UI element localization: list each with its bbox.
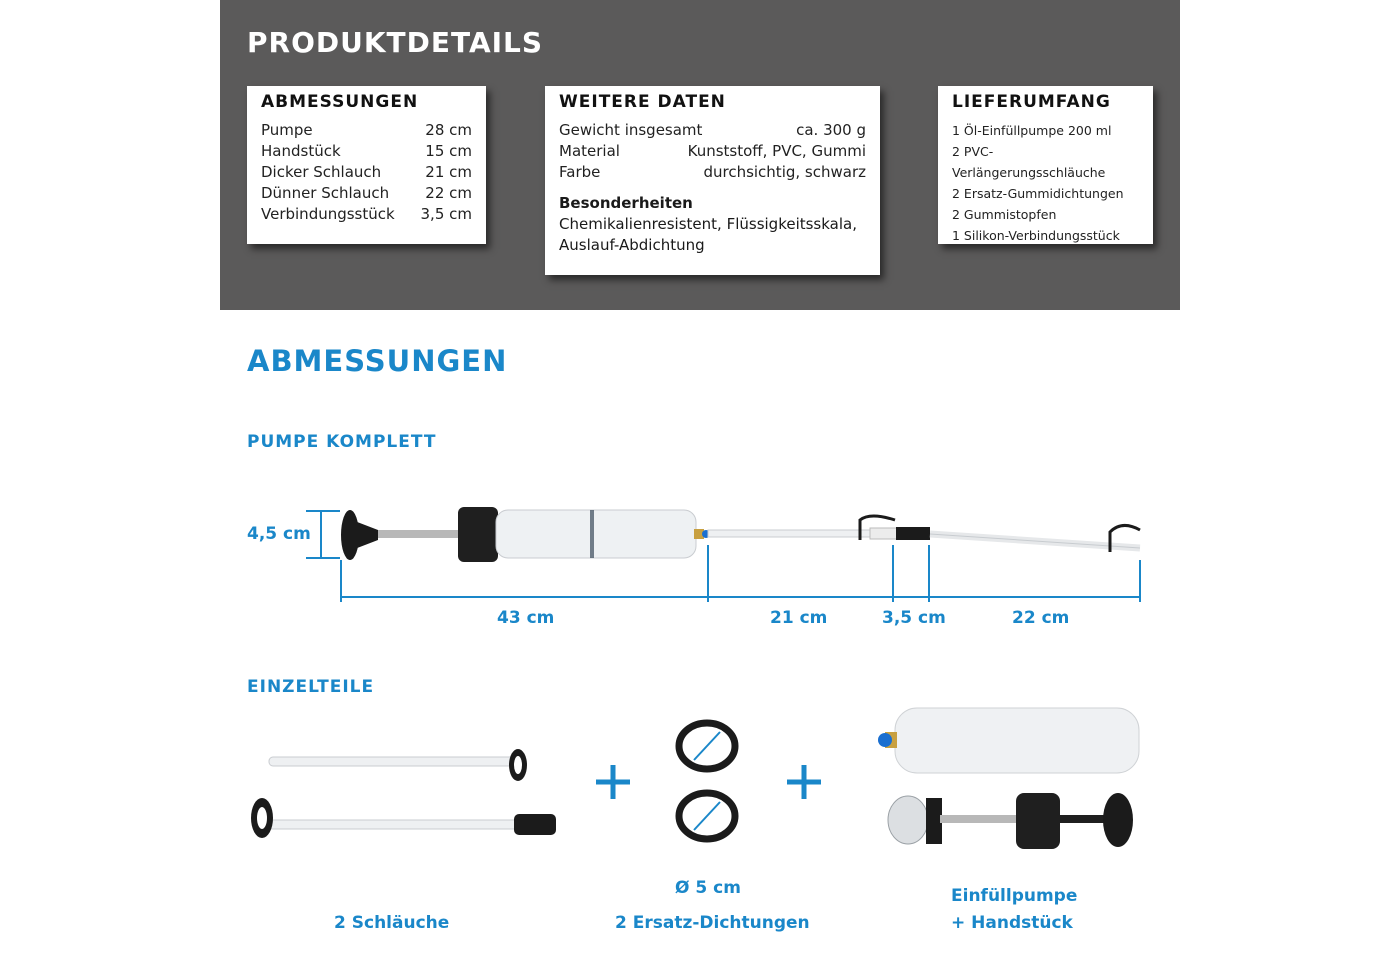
height-label: 4,5 cm bbox=[247, 524, 311, 544]
dimension-row: Handstück 15 cm bbox=[261, 142, 472, 160]
pump-label-line2: + Handstück bbox=[951, 913, 1073, 933]
pump-label-line1: Einfüllpumpe bbox=[951, 886, 1078, 906]
list-item: 2 PVC-Verlängerungsschläuche bbox=[952, 144, 1106, 180]
dimension-row: Dünner Schlauch 22 cm bbox=[261, 184, 472, 202]
special-line: Auslauf-Abdichtung bbox=[559, 236, 705, 254]
dimension-label: 3,5 cm bbox=[882, 608, 946, 628]
special-line: Chemikalienresistent, Flüssigkeitsskala, bbox=[559, 215, 857, 233]
data-row: Gewicht insgesamt ca. 300 g bbox=[559, 121, 866, 139]
data-row: Farbe durchsichtig, schwarz bbox=[559, 163, 866, 181]
dimension-row: Verbindungsstück 3,5 cm bbox=[261, 205, 472, 223]
dimension-label: 21 cm bbox=[770, 608, 828, 628]
seal-diameter-label: Ø 5 cm bbox=[675, 878, 741, 898]
section-title: ABMESSUNGEN bbox=[247, 344, 508, 378]
subsection-title-parts: EINZELTEILE bbox=[247, 677, 375, 697]
hoses-label: 2 Schläuche bbox=[334, 913, 450, 933]
subsection-title-complete: PUMPE KOMPLETT bbox=[247, 432, 437, 452]
dimension-row: Pumpe 28 cm bbox=[261, 121, 472, 139]
list-item: 1 Öl-Einfüllpumpe 200 ml bbox=[952, 123, 1112, 138]
dimension-row: Dicker Schlauch 21 cm bbox=[261, 163, 472, 181]
pump-parts-image bbox=[878, 708, 1139, 849]
pump-complete-image bbox=[341, 507, 1140, 562]
dimension-label: 22 cm bbox=[1012, 608, 1070, 628]
dimension-label: 43 cm bbox=[497, 608, 555, 628]
panel-title: PRODUKTDETAILS bbox=[247, 26, 544, 59]
data-row: Material Kunststoff, PVC, Gummi bbox=[559, 142, 866, 160]
hoses-image bbox=[251, 749, 556, 838]
card-title: WEITERE DATEN bbox=[559, 92, 726, 112]
dimension-lines bbox=[306, 511, 1140, 602]
seals-label: 2 Ersatz-Dichtungen bbox=[615, 913, 810, 933]
seal-rings-image bbox=[679, 723, 735, 839]
list-item: 2 Gummistopfen bbox=[952, 207, 1057, 222]
card-title: ABMESSUNGEN bbox=[261, 92, 419, 112]
card-title: LIEFERUMFANG bbox=[952, 92, 1111, 112]
special-title: Besonderheiten bbox=[559, 194, 693, 212]
list-item: 2 Ersatz-Gummidichtungen bbox=[952, 186, 1124, 201]
list-item: 1 Silikon-Verbindungsstück bbox=[952, 228, 1120, 243]
